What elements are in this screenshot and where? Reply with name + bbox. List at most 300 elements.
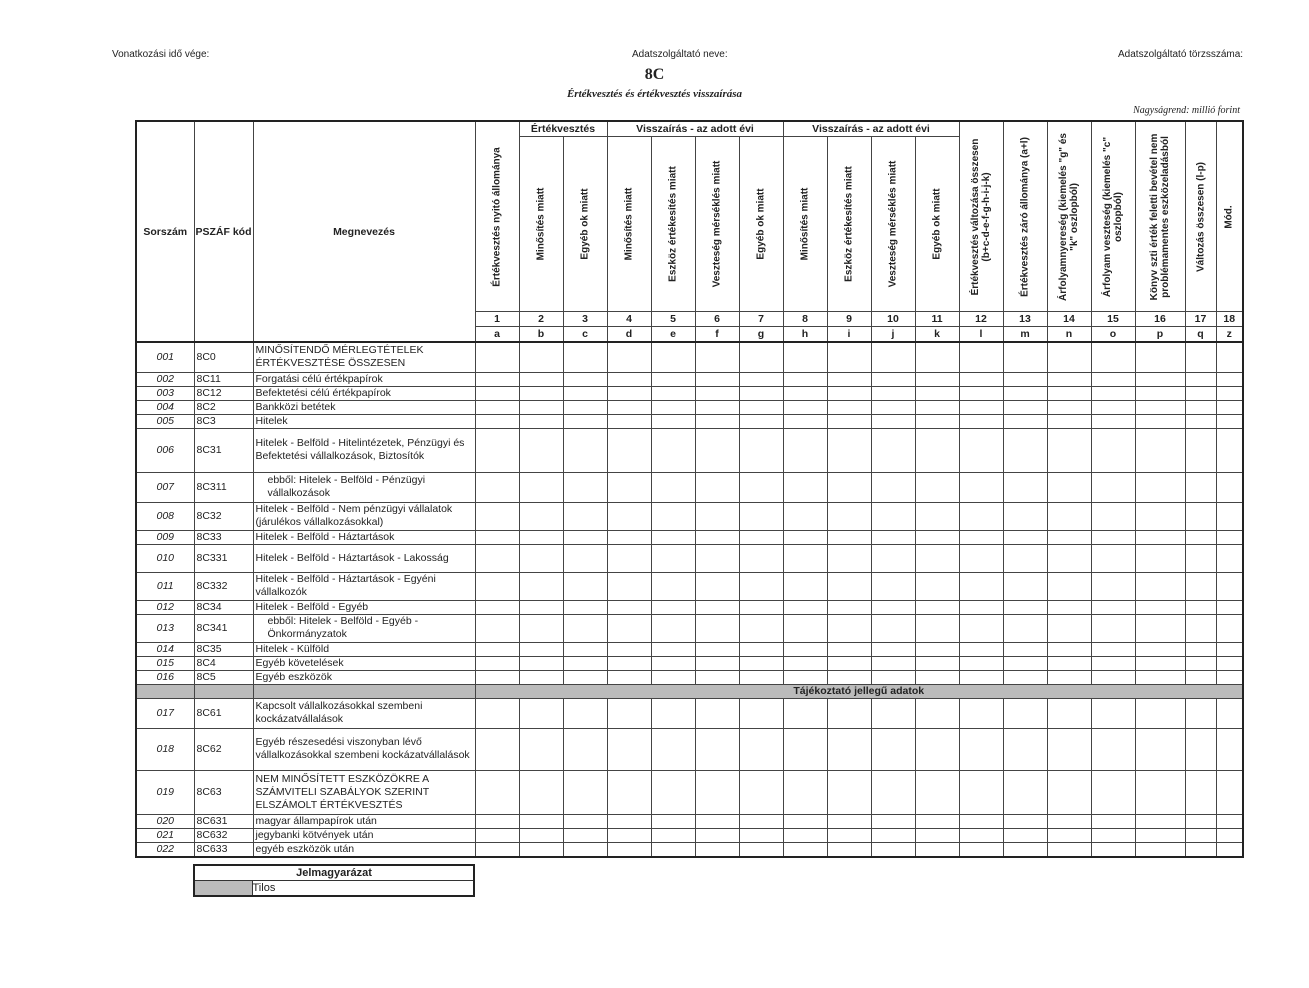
data-cell[interactable] (651, 814, 695, 828)
data-cell[interactable] (959, 530, 1003, 544)
data-cell[interactable] (1091, 600, 1135, 614)
data-cell[interactable] (915, 698, 959, 728)
data-cell[interactable] (827, 698, 871, 728)
data-cell[interactable] (1003, 572, 1047, 600)
data-cell[interactable] (1003, 600, 1047, 614)
data-cell[interactable] (519, 414, 563, 428)
data-cell[interactable] (783, 670, 827, 684)
data-cell[interactable] (1003, 670, 1047, 684)
data-cell[interactable] (1216, 614, 1243, 642)
data-cell[interactable] (1091, 544, 1135, 572)
data-cell[interactable] (651, 530, 695, 544)
data-cell[interactable] (475, 544, 519, 572)
data-cell[interactable] (739, 428, 783, 472)
data-cell[interactable] (783, 544, 827, 572)
data-cell[interactable] (1091, 342, 1135, 372)
data-cell[interactable] (563, 428, 607, 472)
data-cell[interactable] (519, 670, 563, 684)
data-cell[interactable] (1135, 656, 1185, 670)
data-cell[interactable] (1003, 814, 1047, 828)
data-cell[interactable] (1135, 502, 1185, 530)
data-cell[interactable] (651, 414, 695, 428)
data-cell[interactable] (871, 656, 915, 670)
data-cell[interactable] (1135, 342, 1185, 372)
data-cell[interactable] (607, 544, 651, 572)
data-cell[interactable] (651, 544, 695, 572)
data-cell[interactable] (563, 544, 607, 572)
data-cell[interactable] (1003, 428, 1047, 472)
data-cell[interactable] (651, 698, 695, 728)
data-cell[interactable] (1047, 372, 1091, 386)
data-cell[interactable] (1003, 656, 1047, 670)
data-cell[interactable] (915, 600, 959, 614)
data-cell[interactable] (1003, 502, 1047, 530)
data-cell[interactable] (959, 828, 1003, 842)
data-cell[interactable] (475, 342, 519, 372)
data-cell[interactable] (871, 502, 915, 530)
data-cell[interactable] (1216, 814, 1243, 828)
data-cell[interactable] (871, 728, 915, 770)
data-cell[interactable] (607, 828, 651, 842)
data-cell[interactable] (959, 614, 1003, 642)
data-cell[interactable] (783, 642, 827, 656)
data-cell[interactable] (1003, 342, 1047, 372)
data-cell[interactable] (1091, 842, 1135, 857)
data-cell[interactable] (871, 386, 915, 400)
data-cell[interactable] (915, 472, 959, 502)
data-cell[interactable] (1091, 770, 1135, 814)
data-cell[interactable] (695, 814, 739, 828)
data-cell[interactable] (695, 642, 739, 656)
data-cell[interactable] (739, 400, 783, 414)
data-cell[interactable] (475, 572, 519, 600)
data-cell[interactable] (959, 342, 1003, 372)
data-cell[interactable] (1135, 544, 1185, 572)
data-cell[interactable] (607, 530, 651, 544)
data-cell[interactable] (959, 670, 1003, 684)
data-cell[interactable] (1216, 428, 1243, 472)
data-cell[interactable] (1091, 828, 1135, 842)
data-cell[interactable] (651, 828, 695, 842)
data-cell[interactable] (959, 502, 1003, 530)
data-cell[interactable] (1135, 842, 1185, 857)
data-cell[interactable] (1047, 414, 1091, 428)
data-cell[interactable] (651, 342, 695, 372)
data-cell[interactable] (871, 642, 915, 656)
data-cell[interactable] (827, 400, 871, 414)
data-cell[interactable] (651, 428, 695, 472)
data-cell[interactable] (871, 530, 915, 544)
data-cell[interactable] (783, 600, 827, 614)
data-cell[interactable] (1216, 828, 1243, 842)
data-cell[interactable] (1135, 386, 1185, 400)
data-cell[interactable] (1047, 656, 1091, 670)
data-cell[interactable] (475, 386, 519, 400)
data-cell[interactable] (1091, 572, 1135, 600)
data-cell[interactable] (1216, 530, 1243, 544)
data-cell[interactable] (871, 770, 915, 814)
data-cell[interactable] (915, 656, 959, 670)
data-cell[interactable] (695, 728, 739, 770)
data-cell[interactable] (739, 698, 783, 728)
data-cell[interactable] (563, 642, 607, 656)
data-cell[interactable] (1091, 698, 1135, 728)
data-cell[interactable] (607, 656, 651, 670)
data-cell[interactable] (1091, 372, 1135, 386)
data-cell[interactable] (1047, 642, 1091, 656)
data-cell[interactable] (695, 414, 739, 428)
data-cell[interactable] (1003, 642, 1047, 656)
data-cell[interactable] (1003, 400, 1047, 414)
data-cell[interactable] (695, 530, 739, 544)
data-cell[interactable] (915, 400, 959, 414)
data-cell[interactable] (827, 572, 871, 600)
data-cell[interactable] (827, 428, 871, 472)
data-cell[interactable] (651, 386, 695, 400)
data-cell[interactable] (1216, 414, 1243, 428)
data-cell[interactable] (915, 828, 959, 842)
data-cell[interactable] (563, 400, 607, 414)
data-cell[interactable] (1047, 600, 1091, 614)
data-cell[interactable] (607, 372, 651, 386)
data-cell[interactable] (1135, 372, 1185, 386)
data-cell[interactable] (1091, 656, 1135, 670)
data-cell[interactable] (1091, 814, 1135, 828)
data-cell[interactable] (739, 572, 783, 600)
data-cell[interactable] (1003, 842, 1047, 857)
data-cell[interactable] (959, 770, 1003, 814)
data-cell[interactable] (1091, 670, 1135, 684)
data-cell[interactable] (827, 600, 871, 614)
data-cell[interactable] (739, 342, 783, 372)
data-cell[interactable] (739, 656, 783, 670)
data-cell[interactable] (1216, 656, 1243, 670)
data-cell[interactable] (915, 386, 959, 400)
data-cell[interactable] (607, 386, 651, 400)
data-cell[interactable] (563, 670, 607, 684)
data-cell[interactable] (1047, 842, 1091, 857)
data-cell[interactable] (871, 342, 915, 372)
data-cell[interactable] (607, 428, 651, 472)
data-cell[interactable] (827, 842, 871, 857)
data-cell[interactable] (915, 502, 959, 530)
data-cell[interactable] (519, 656, 563, 670)
data-cell[interactable] (519, 770, 563, 814)
data-cell[interactable] (1091, 428, 1135, 472)
data-cell[interactable] (1135, 698, 1185, 728)
data-cell[interactable] (563, 502, 607, 530)
data-cell[interactable] (1091, 614, 1135, 642)
data-cell[interactable] (695, 770, 739, 814)
data-cell[interactable] (695, 544, 739, 572)
data-cell[interactable] (827, 728, 871, 770)
data-cell[interactable] (563, 614, 607, 642)
data-cell[interactable] (519, 530, 563, 544)
data-cell[interactable] (695, 614, 739, 642)
data-cell[interactable] (563, 342, 607, 372)
data-cell[interactable] (1091, 386, 1135, 400)
data-cell[interactable] (607, 472, 651, 502)
data-cell[interactable] (1135, 428, 1185, 472)
data-cell[interactable] (739, 544, 783, 572)
data-cell[interactable] (871, 428, 915, 472)
data-cell[interactable] (1135, 472, 1185, 502)
data-cell[interactable] (519, 698, 563, 728)
data-cell[interactable] (783, 400, 827, 414)
data-cell[interactable] (563, 698, 607, 728)
data-cell[interactable] (783, 342, 827, 372)
data-cell[interactable] (783, 502, 827, 530)
data-cell[interactable] (959, 428, 1003, 472)
data-cell[interactable] (739, 728, 783, 770)
data-cell[interactable] (1216, 400, 1243, 414)
data-cell[interactable] (739, 614, 783, 642)
data-cell[interactable] (519, 372, 563, 386)
data-cell[interactable] (1047, 544, 1091, 572)
data-cell[interactable] (563, 472, 607, 502)
data-cell[interactable] (827, 414, 871, 428)
data-cell[interactable] (827, 770, 871, 814)
data-cell[interactable] (915, 342, 959, 372)
data-cell[interactable] (1003, 728, 1047, 770)
data-cell[interactable] (739, 814, 783, 828)
data-cell[interactable] (827, 670, 871, 684)
data-cell[interactable] (915, 372, 959, 386)
data-cell[interactable] (827, 386, 871, 400)
data-cell[interactable] (783, 428, 827, 472)
data-cell[interactable] (475, 642, 519, 656)
data-cell[interactable] (1047, 572, 1091, 600)
data-cell[interactable] (563, 828, 607, 842)
data-cell[interactable] (959, 544, 1003, 572)
data-cell[interactable] (1185, 728, 1216, 770)
data-cell[interactable] (563, 530, 607, 544)
data-cell[interactable] (915, 670, 959, 684)
data-cell[interactable] (1216, 544, 1243, 572)
data-cell[interactable] (651, 600, 695, 614)
data-cell[interactable] (563, 728, 607, 770)
data-cell[interactable] (1047, 472, 1091, 502)
data-cell[interactable] (475, 814, 519, 828)
data-cell[interactable] (519, 428, 563, 472)
data-cell[interactable] (519, 842, 563, 857)
data-cell[interactable] (1047, 728, 1091, 770)
data-cell[interactable] (1216, 472, 1243, 502)
data-cell[interactable] (607, 770, 651, 814)
data-cell[interactable] (1003, 544, 1047, 572)
data-cell[interactable] (475, 728, 519, 770)
data-cell[interactable] (783, 814, 827, 828)
data-cell[interactable] (475, 502, 519, 530)
data-cell[interactable] (695, 842, 739, 857)
data-cell[interactable] (519, 614, 563, 642)
data-cell[interactable] (1185, 544, 1216, 572)
data-cell[interactable] (1135, 600, 1185, 614)
data-cell[interactable] (1185, 530, 1216, 544)
data-cell[interactable] (1135, 642, 1185, 656)
data-cell[interactable] (695, 572, 739, 600)
data-cell[interactable] (1135, 530, 1185, 544)
data-cell[interactable] (1091, 400, 1135, 414)
data-cell[interactable] (827, 544, 871, 572)
data-cell[interactable] (871, 614, 915, 642)
data-cell[interactable] (1216, 670, 1243, 684)
data-cell[interactable] (915, 414, 959, 428)
data-cell[interactable] (959, 698, 1003, 728)
data-cell[interactable] (1185, 386, 1216, 400)
data-cell[interactable] (783, 572, 827, 600)
data-cell[interactable] (827, 614, 871, 642)
data-cell[interactable] (739, 372, 783, 386)
data-cell[interactable] (607, 842, 651, 857)
data-cell[interactable] (519, 828, 563, 842)
data-cell[interactable] (959, 728, 1003, 770)
data-cell[interactable] (1216, 342, 1243, 372)
data-cell[interactable] (1185, 670, 1216, 684)
data-cell[interactable] (519, 502, 563, 530)
data-cell[interactable] (651, 400, 695, 414)
data-cell[interactable] (1003, 386, 1047, 400)
data-cell[interactable] (1135, 400, 1185, 414)
data-cell[interactable] (739, 600, 783, 614)
data-cell[interactable] (563, 656, 607, 670)
data-cell[interactable] (695, 342, 739, 372)
data-cell[interactable] (783, 530, 827, 544)
data-cell[interactable] (871, 670, 915, 684)
data-cell[interactable] (475, 372, 519, 386)
data-cell[interactable] (1185, 814, 1216, 828)
data-cell[interactable] (1216, 502, 1243, 530)
data-cell[interactable] (915, 842, 959, 857)
data-cell[interactable] (827, 530, 871, 544)
data-cell[interactable] (519, 572, 563, 600)
data-cell[interactable] (475, 600, 519, 614)
data-cell[interactable] (871, 372, 915, 386)
data-cell[interactable] (959, 372, 1003, 386)
data-cell[interactable] (695, 670, 739, 684)
data-cell[interactable] (607, 400, 651, 414)
data-cell[interactable] (1185, 342, 1216, 372)
data-cell[interactable] (695, 698, 739, 728)
data-cell[interactable] (915, 770, 959, 814)
data-cell[interactable] (519, 728, 563, 770)
data-cell[interactable] (783, 770, 827, 814)
data-cell[interactable] (1216, 642, 1243, 656)
data-cell[interactable] (1135, 770, 1185, 814)
data-cell[interactable] (783, 614, 827, 642)
data-cell[interactable] (1216, 770, 1243, 814)
data-cell[interactable] (739, 472, 783, 502)
data-cell[interactable] (607, 728, 651, 770)
data-cell[interactable] (607, 670, 651, 684)
data-cell[interactable] (1047, 502, 1091, 530)
data-cell[interactable] (915, 572, 959, 600)
data-cell[interactable] (475, 414, 519, 428)
data-cell[interactable] (739, 770, 783, 814)
data-cell[interactable] (475, 698, 519, 728)
data-cell[interactable] (1185, 600, 1216, 614)
data-cell[interactable] (651, 670, 695, 684)
data-cell[interactable] (475, 428, 519, 472)
data-cell[interactable] (871, 842, 915, 857)
data-cell[interactable] (1047, 770, 1091, 814)
data-cell[interactable] (915, 728, 959, 770)
data-cell[interactable] (563, 386, 607, 400)
data-cell[interactable] (783, 698, 827, 728)
data-cell[interactable] (1135, 828, 1185, 842)
data-cell[interactable] (1185, 372, 1216, 386)
data-cell[interactable] (519, 814, 563, 828)
data-cell[interactable] (695, 600, 739, 614)
data-cell[interactable] (959, 400, 1003, 414)
data-cell[interactable] (959, 572, 1003, 600)
data-cell[interactable] (651, 642, 695, 656)
data-cell[interactable] (651, 472, 695, 502)
data-cell[interactable] (739, 414, 783, 428)
data-cell[interactable] (563, 842, 607, 857)
data-cell[interactable] (519, 400, 563, 414)
data-cell[interactable] (915, 428, 959, 472)
data-cell[interactable] (783, 372, 827, 386)
data-cell[interactable] (651, 728, 695, 770)
data-cell[interactable] (607, 642, 651, 656)
data-cell[interactable] (695, 372, 739, 386)
data-cell[interactable] (1216, 698, 1243, 728)
data-cell[interactable] (1185, 842, 1216, 857)
data-cell[interactable] (651, 614, 695, 642)
data-cell[interactable] (871, 698, 915, 728)
data-cell[interactable] (519, 472, 563, 502)
data-cell[interactable] (783, 386, 827, 400)
data-cell[interactable] (1091, 728, 1135, 770)
data-cell[interactable] (1216, 372, 1243, 386)
data-cell[interactable] (1135, 728, 1185, 770)
data-cell[interactable] (563, 814, 607, 828)
data-cell[interactable] (871, 544, 915, 572)
data-cell[interactable] (827, 372, 871, 386)
data-cell[interactable] (739, 530, 783, 544)
data-cell[interactable] (1047, 670, 1091, 684)
data-cell[interactable] (827, 642, 871, 656)
data-cell[interactable] (1185, 472, 1216, 502)
data-cell[interactable] (871, 472, 915, 502)
data-cell[interactable] (563, 600, 607, 614)
data-cell[interactable] (739, 670, 783, 684)
data-cell[interactable] (607, 614, 651, 642)
data-cell[interactable] (1135, 670, 1185, 684)
data-cell[interactable] (1216, 728, 1243, 770)
data-cell[interactable] (475, 828, 519, 842)
data-cell[interactable] (1185, 698, 1216, 728)
data-cell[interactable] (1135, 414, 1185, 428)
data-cell[interactable] (475, 400, 519, 414)
data-cell[interactable] (739, 502, 783, 530)
data-cell[interactable] (1047, 614, 1091, 642)
data-cell[interactable] (915, 642, 959, 656)
data-cell[interactable] (1047, 428, 1091, 472)
data-cell[interactable] (475, 472, 519, 502)
data-cell[interactable] (1091, 530, 1135, 544)
data-cell[interactable] (607, 572, 651, 600)
data-cell[interactable] (475, 670, 519, 684)
data-cell[interactable] (695, 400, 739, 414)
data-cell[interactable] (519, 544, 563, 572)
data-cell[interactable] (871, 828, 915, 842)
data-cell[interactable] (1185, 502, 1216, 530)
data-cell[interactable] (563, 572, 607, 600)
data-cell[interactable] (607, 342, 651, 372)
data-cell[interactable] (827, 342, 871, 372)
